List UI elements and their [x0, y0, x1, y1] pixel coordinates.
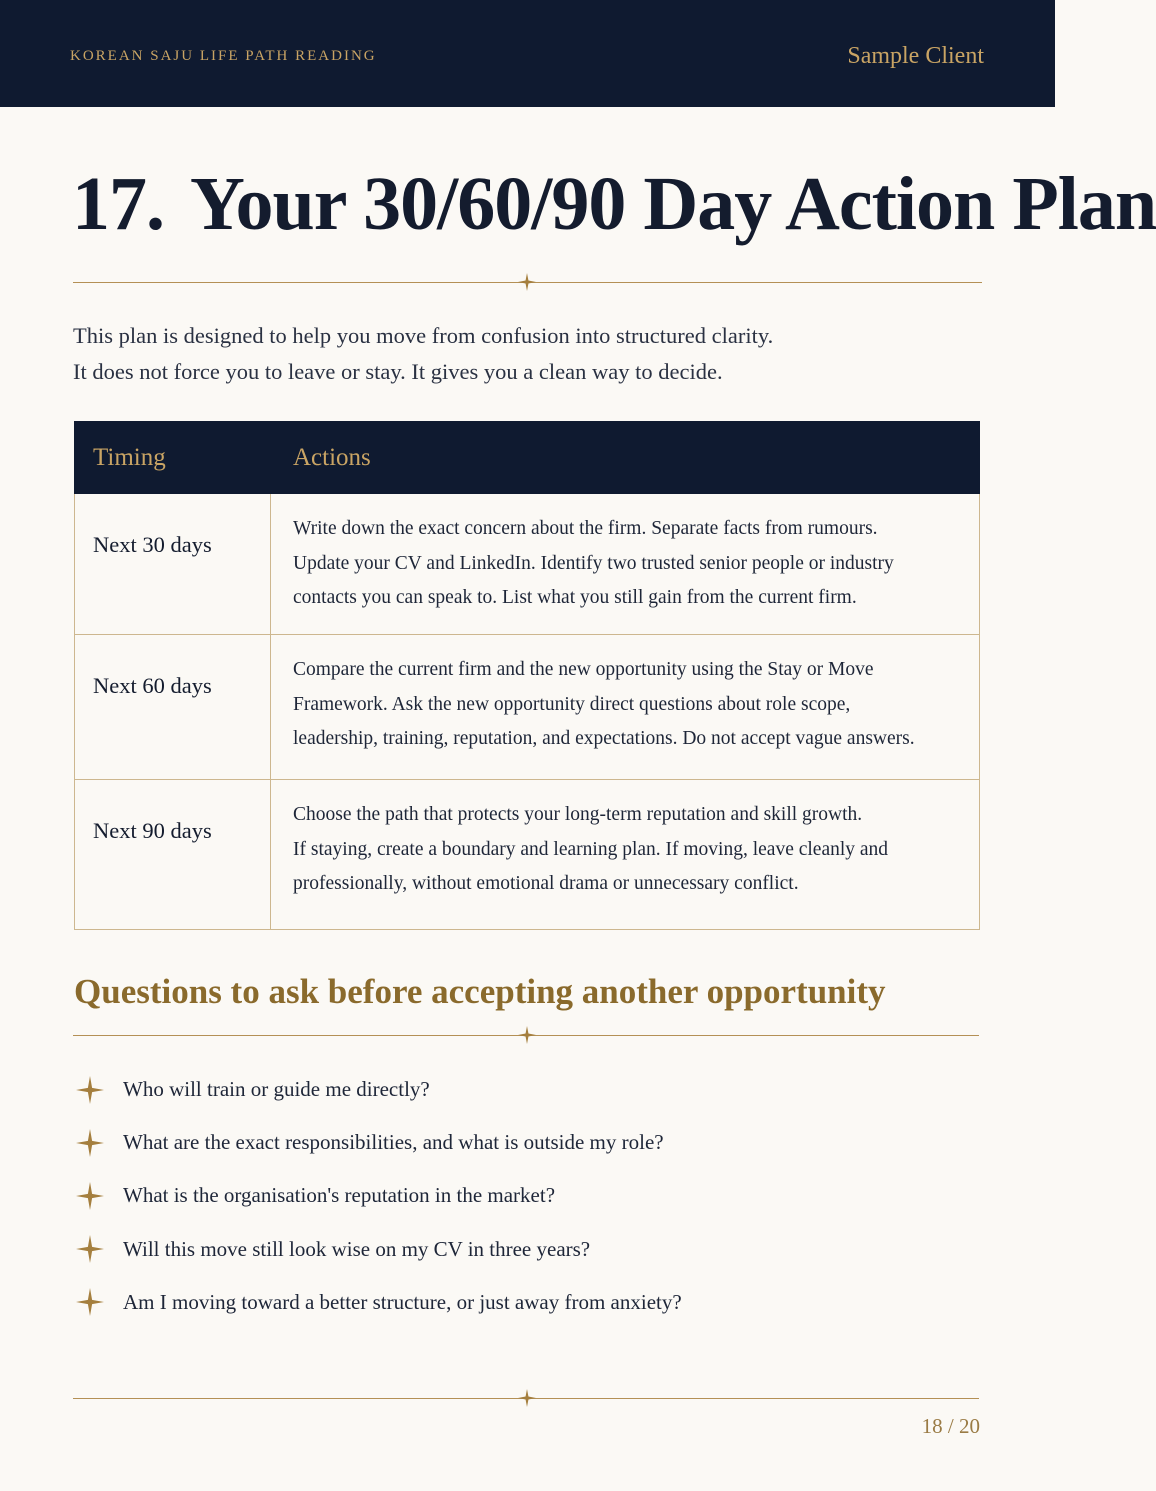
four-point-star-icon: [518, 1026, 536, 1044]
actions-line: If staying, create a boundary and learning plan. If moving, leave cleanly and: [293, 838, 889, 860]
four-point-star-icon: [76, 1182, 104, 1210]
four-point-star-icon: [518, 1389, 536, 1407]
actions-line: Framework. Ask the new opportunity direct questions about role scope,: [293, 693, 851, 715]
intro-line: It does not force you to leave or stay. It gives you a clean way to decide.: [73, 359, 723, 384]
question-text: Who will train or guide me directly?: [123, 1077, 430, 1102]
actions-line: professionally, without emotional drama or unnecessary conflict.: [293, 873, 799, 894]
table-row: [75, 780, 980, 930]
timing-cell: Next 60 days: [75, 635, 271, 780]
timing-cell: Next 90 days: [75, 780, 271, 930]
table-header-row: [75, 422, 980, 494]
document-series-label: KOREAN SAJU LIFE PATH READING: [70, 48, 377, 64]
intro-paragraph: [73, 318, 773, 390]
header-bar: [0, 0, 1055, 107]
questions-heading: Questions to ask before accepting another opportunity: [74, 972, 886, 1011]
client-name: Sample Client: [847, 43, 984, 69]
four-point-star-icon: [518, 273, 536, 291]
question-text: What are the exact responsibilities, and what is outside my role?: [123, 1130, 664, 1155]
intro-line: This plan is designed to help you move from confusion into structured clarity.: [73, 323, 774, 348]
four-point-star-icon: [76, 1288, 104, 1316]
actions-line: Choose the path that protects your long-term reputation and skill growth.: [293, 804, 863, 825]
actions-line: Update your CV and LinkedIn. Identify two trusted senior people or industry: [293, 552, 894, 574]
column-header-timing: Timing: [75, 422, 271, 494]
section-number: 17.: [72, 162, 164, 246]
table-row: [75, 635, 980, 780]
four-point-star-icon: [76, 1235, 104, 1263]
section-title-text: Your 30/60/90 Day Action Plan: [190, 162, 1156, 246]
four-point-star-icon: [76, 1076, 104, 1104]
question-text: What is the organisation's reputation in the market?: [123, 1183, 556, 1208]
page-title: [72, 162, 1156, 246]
actions-cell: [271, 494, 980, 635]
table-row: [75, 494, 980, 635]
question-text: Will this move still look wise on my CV in three years?: [123, 1236, 591, 1261]
list-item: [76, 1063, 682, 1116]
actions-cell: [271, 635, 980, 780]
list-item: [76, 1276, 682, 1329]
four-point-star-icon: [76, 1129, 104, 1157]
actions-line: contacts you can speak to. List what you still gain from the current firm.: [293, 587, 857, 608]
action-plan-table: [74, 421, 980, 930]
actions-line: leadership, training, reputation, and expectations. Do not accept vague answers.: [293, 728, 915, 749]
page-number: 18 / 20: [921, 1414, 980, 1438]
actions-line: Write down the exact concern about the firm. Separate facts from rumours.: [293, 518, 878, 539]
actions-line: Compare the current firm and the new opportunity using the Stay or Move: [293, 659, 874, 680]
list-item: [76, 1223, 682, 1276]
list-item: [76, 1116, 682, 1169]
actions-cell: [271, 780, 980, 930]
timing-cell: Next 30 days: [75, 494, 271, 635]
questions-list: [76, 1063, 682, 1329]
question-text: Am I moving toward a better structure, or just away from anxiety?: [123, 1289, 682, 1314]
list-item: [76, 1169, 682, 1222]
column-header-actions: Actions: [271, 422, 980, 494]
